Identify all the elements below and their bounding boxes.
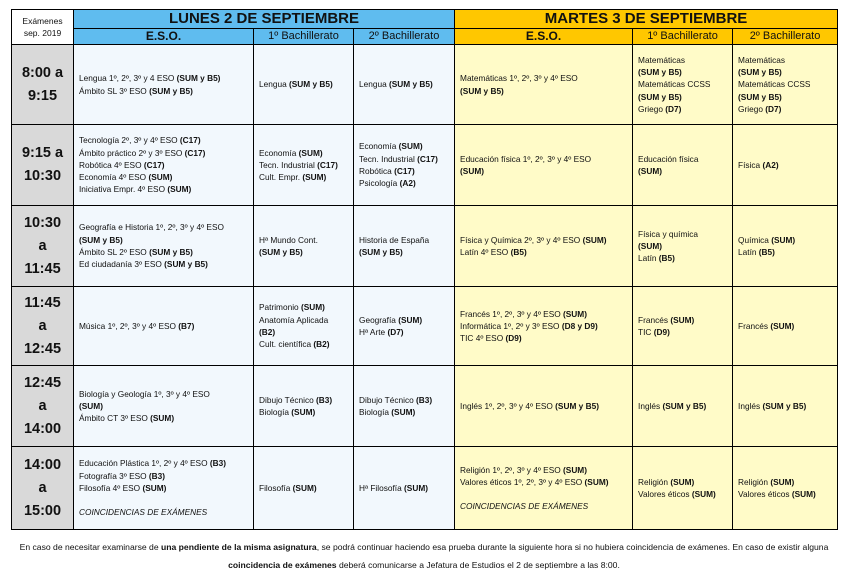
exam-subject-line [359, 394, 454, 406]
exam-subject-line [738, 400, 837, 412]
subject-name: Ed ciudadanía 3º ESO [79, 259, 165, 270]
time-slot-line: 11:45 [24, 294, 61, 311]
room-code: (A2) [399, 178, 416, 189]
time-slot-line: 9:15 a [21, 145, 64, 161]
exam-cell-mon-eso [74, 366, 254, 447]
exam-subject-line [79, 246, 253, 258]
time-slot-label [12, 287, 74, 366]
room-code: (A2) [762, 159, 779, 170]
time-slot-label [12, 125, 74, 206]
time-slot-line: 14:00 [23, 420, 62, 437]
room-code: (B2) [259, 327, 276, 337]
exam-cell-tue-eso [455, 45, 633, 125]
exam-subject-line [79, 482, 253, 494]
room-code: (SUM) [638, 166, 662, 176]
room-code: (B5) [658, 253, 675, 264]
room-code: (SUM) [398, 314, 423, 325]
time-slot-line: 15:00 [23, 502, 62, 519]
exam-subject-line [259, 301, 353, 313]
exam-cell-mon-b2 [354, 287, 455, 366]
exam-subject-line [259, 246, 353, 258]
room-code: (SUM y B5) [79, 234, 123, 245]
subject-name: Ámbito SL 2º ESO [79, 247, 150, 257]
exam-cell-mon-b1 [254, 287, 354, 366]
exam-subject-line [79, 258, 253, 270]
room-code: (SUM y B5) [359, 247, 403, 257]
time-slot-row [12, 287, 838, 366]
col-header-mon-b1: 1º Bachillerato [254, 29, 354, 45]
exam-subject-line [460, 234, 632, 246]
time-slot-row [12, 125, 838, 206]
exam-subject-line [259, 326, 353, 338]
exam-subject-line [79, 457, 253, 469]
subject-name: Hª Arte [359, 327, 388, 337]
exam-cell-mon-b1 [254, 125, 354, 206]
exam-cell-tue-b2 [733, 206, 838, 287]
subject-name: Tecnología 2º, 3º y 4º ESO [79, 135, 180, 146]
exam-cell-mon-b2 [354, 206, 455, 287]
exam-subject-line [738, 488, 837, 500]
exam-cell-tue-b1 [633, 287, 733, 366]
room-code: (D9) [505, 333, 522, 344]
day-header-tuesday: MARTES 3 DE SEPTIEMBRE [455, 10, 838, 29]
exam-subject-line [259, 482, 353, 494]
exam-subject-line [638, 488, 732, 500]
exam-subject-line: Matemáticas [738, 54, 786, 65]
exam-subject-line [359, 153, 454, 165]
room-code: (SUM) [391, 407, 416, 417]
exam-subject-line [638, 400, 732, 412]
exam-cell-mon-b2 [354, 447, 455, 530]
exam-subject-line [460, 165, 632, 177]
exam-subject-line: Anatomía Aplicada [259, 314, 329, 325]
subject-name: Religión [638, 476, 671, 487]
exam-subject-line [638, 476, 732, 488]
exam-subject-line [79, 234, 253, 246]
exam-subject-line [79, 183, 253, 195]
room-code: (SUM y B5) [662, 400, 707, 411]
room-code: (SUM) [291, 407, 316, 417]
room-code: (SUM) [691, 489, 716, 499]
room-code: (C17) [179, 135, 201, 146]
exam-subject-line [460, 85, 632, 97]
footer-text-1: En caso de necesitar examinarse de [19, 542, 162, 552]
exam-cell-tue-eso [455, 206, 633, 287]
exam-cell-mon-eso [74, 287, 254, 366]
exam-subject-line [738, 476, 837, 488]
exam-subject-line [259, 159, 353, 171]
col-header-tue-b2: 2º Bachillerato [733, 29, 838, 45]
exam-cell-tue-eso [455, 287, 633, 366]
subject-name: Tecn. Industrial [259, 159, 318, 170]
room-code: (SUM) [563, 308, 587, 319]
subject-name: Inglés [638, 400, 663, 411]
exam-cell-mon-eso [74, 45, 254, 125]
room-code: (SUM y B5) [164, 259, 208, 270]
exam-subject-line [460, 246, 632, 258]
subject-name: Latín [738, 247, 759, 257]
subject-name: Economía [359, 141, 399, 152]
room-code: (SUM y B5) [555, 400, 599, 411]
exam-subject-line [79, 412, 253, 424]
subject-name: Educación Plástica 1º, 2º y 4º ESO [79, 458, 210, 469]
exam-cell-mon-b1 [254, 366, 354, 447]
room-code: (SUM) [302, 172, 327, 183]
exam-subject-line [79, 72, 253, 84]
subject-name: Biología [359, 407, 392, 417]
exam-subject-line: Física y química [638, 228, 698, 239]
exam-subject-line [738, 103, 837, 115]
exam-cell-tue-b1 [633, 447, 733, 530]
subject-name: Religión 1º, 2º, 3º y 4º ESO [460, 464, 564, 475]
exam-subject-line [359, 177, 454, 189]
exam-cell-tue-b2 [733, 125, 838, 206]
room-code: (SUM y B5) [738, 91, 782, 102]
time-slot-line: 9:15 [27, 87, 58, 104]
subject-name: Robótica 4º ESO [79, 159, 144, 170]
room-code: (SUM y B5) [176, 73, 221, 84]
subject-name: TIC [638, 327, 654, 337]
room-code: (SUM y B5) [638, 91, 682, 102]
subject-name: Dibujo Técnico [359, 394, 417, 405]
exam-cell-tue-eso [455, 366, 633, 447]
time-slot-line: a [38, 237, 47, 254]
room-code: (SUM y B5) [259, 247, 303, 257]
exam-cell-tue-b1 [633, 366, 733, 447]
room-code: (C17) [417, 153, 438, 164]
subject-name: Hª Filosofía [359, 482, 405, 493]
exam-subject-line [460, 332, 632, 344]
exam-subject-line [359, 140, 454, 152]
time-slot-line: a [38, 317, 47, 334]
time-slot-row [12, 447, 838, 530]
subject-name: Química [738, 234, 772, 245]
subject-name: Valores éticos [638, 489, 692, 499]
exam-subject-line [460, 308, 632, 320]
time-slot-line: a [38, 479, 47, 496]
time-slot-label [12, 206, 74, 287]
exam-subject-line: Matemáticas 1º, 2º, 3º y 4º ESO [460, 73, 578, 84]
exam-cell-tue-b2 [733, 287, 838, 366]
subject-name: Francés [738, 320, 771, 331]
exam-subject-line [359, 482, 454, 494]
room-code: (SUM) [771, 234, 796, 245]
room-code: (C17) [143, 159, 165, 170]
exam-subject-line [259, 147, 353, 159]
footer-note [11, 538, 837, 574]
subject-name: Griego [638, 103, 666, 114]
subject-name: Tecn. Industrial [359, 153, 418, 164]
exam-subject-line [359, 326, 454, 338]
col-header-tue-b1: 1º Bachillerato [633, 29, 733, 45]
subject-name: Economía [259, 147, 299, 158]
exam-subject-line [638, 314, 732, 326]
room-code: (D7) [387, 327, 404, 337]
subject-name: Latín 4º ESO [460, 247, 511, 257]
footer-text-2: , se podrá continuar haciendo esa prueba durante la siguiente hora si no hubiera coincidencia de exámenes. En caso de existir alguna [316, 542, 829, 552]
room-code: (B7) [178, 320, 195, 331]
exam-cell-mon-b1 [254, 447, 354, 530]
subject-name: Informática 1º, 2º y 3º ESO [460, 320, 562, 331]
exam-cell-mon-b2 [354, 45, 455, 125]
subject-name: Psicología [359, 178, 400, 189]
exam-subject-line [259, 394, 353, 406]
room-code: (SUM) [148, 172, 173, 183]
subject-name: Lengua [259, 79, 289, 90]
room-code: (SUM) [584, 476, 609, 487]
exam-cell-mon-b2 [354, 366, 455, 447]
time-slot-line: 14:00 [23, 456, 62, 473]
room-code: (SUM y B5) [638, 67, 682, 78]
exam-subject-line [79, 470, 253, 482]
subject-name: Física [738, 159, 763, 170]
exam-subject-line [738, 159, 837, 171]
room-code: (C17) [394, 166, 415, 176]
exam-subject-line: Educación física 1º, 2º, 3º y 4º ESO [460, 153, 592, 164]
col-header-mon-b2: 2º Bachillerato [354, 29, 455, 45]
time-slot-row [12, 206, 838, 287]
exam-cell-tue-b1 [633, 45, 733, 125]
exam-subject-line [460, 464, 632, 476]
subject-name: Economía 4º ESO [79, 172, 149, 183]
exam-subject-line: Matemáticas CCSS [638, 79, 711, 90]
room-code: (D7) [665, 103, 682, 114]
subject-name: Cult. Empr. [259, 172, 303, 183]
exam-subject-line [638, 103, 732, 115]
subject-name: Valores éticos 1º, 2º, 3º y 4º ESO [460, 476, 585, 487]
exam-subject-line [460, 320, 632, 332]
exam-subject-line [359, 314, 454, 326]
exam-subject-line [359, 78, 454, 90]
exam-subject-line [79, 159, 253, 171]
exam-subject-line [359, 246, 454, 258]
exam-subject-line [259, 338, 353, 350]
subject-name: Ámbito práctico 2º y 3º ESO [79, 147, 185, 158]
corner-line-2: sep. 2019 [23, 28, 62, 38]
exam-subject-line [79, 85, 253, 97]
room-code: (SUM) [770, 320, 795, 331]
exam-cell-tue-b2 [733, 366, 838, 447]
exam-subject-line [259, 406, 353, 418]
exam-cell-tue-b1 [633, 125, 733, 206]
footer-bold-1: una pendiente de la misma asignatura [161, 542, 317, 552]
subject-name: Valores éticos [738, 489, 792, 499]
room-code: (SUM) [398, 141, 423, 152]
exam-subject-line [79, 320, 253, 332]
room-code: (SUM) [142, 483, 167, 493]
exam-cell-mon-eso [74, 206, 254, 287]
time-slot-label [12, 447, 74, 530]
exam-subject-line [460, 400, 632, 412]
room-code: (SUM y B5) [149, 85, 193, 96]
exam-subject-line [738, 91, 837, 103]
subject-name: Inglés [738, 400, 763, 411]
room-code: (SUM) [582, 234, 607, 245]
room-code: (D8 y D9) [561, 320, 598, 331]
exam-cell-mon-b1 [254, 45, 354, 125]
room-code: (SUM) [638, 240, 662, 251]
room-code: (SUM) [791, 489, 816, 499]
exam-subject-line [79, 400, 253, 412]
room-code: (SUM y B5) [149, 247, 193, 257]
exam-subject-line [460, 476, 632, 488]
exam-subject-line: Educación física [638, 153, 699, 164]
exam-subject-line: Hª Mundo Cont. [259, 234, 318, 245]
subject-name: TIC 4º ESO [460, 333, 506, 344]
exam-subject-line [638, 240, 732, 252]
room-code: (SUM) [150, 413, 175, 424]
room-code: (SUM y B5) [738, 67, 782, 78]
room-code: (SUM) [300, 302, 325, 313]
time-slot-line: 12:45 [23, 340, 62, 357]
room-code: (B3) [148, 470, 166, 481]
time-slot-line: 10:30 [23, 214, 62, 231]
exam-subject-line [359, 165, 454, 177]
exam-subject-line [79, 134, 253, 146]
subject-name: Religión [738, 476, 771, 487]
time-slot-label [12, 45, 74, 125]
room-code: (SUM) [670, 476, 695, 487]
subject-name: Ámbito SL 3º ESO [79, 85, 150, 96]
subject-name: Filosofía [259, 482, 293, 493]
subject-name: Latín [638, 253, 659, 264]
exam-subject-line: Biología y Geología 1º, 3º y 4º ESO [79, 388, 210, 399]
exam-schedule-table [11, 9, 838, 530]
col-header-tue-eso: E.S.O. [455, 29, 633, 45]
corner-line-1: Exámenes [22, 16, 63, 26]
subject-name: Francés [638, 314, 671, 325]
subject-name: Francés 1º, 2º, 3º y 4º ESO [460, 308, 563, 319]
exam-subject-line [638, 165, 732, 177]
room-code: (SUM) [670, 314, 695, 325]
time-slot-line: 12:45 [23, 374, 62, 391]
room-code: (SUM y B5) [289, 79, 333, 90]
subject-name: Cult. científica [259, 339, 314, 350]
exam-subject-line [738, 66, 837, 78]
room-code: (SUM y B5) [460, 85, 504, 96]
room-code: (D9) [653, 327, 670, 337]
exam-subject-line [359, 406, 454, 418]
exam-cell-tue-eso [455, 447, 633, 530]
exam-subject-line [738, 246, 837, 258]
exam-subject-line: Matemáticas [638, 54, 686, 65]
time-slot-line: 11:45 [24, 260, 61, 277]
time-slot-row [12, 45, 838, 125]
subject-name: Iniciativa Empr. 4º ESO [79, 184, 168, 195]
col-header-mon-eso: E.S.O. [74, 29, 254, 45]
subject-name: Ámbito CT 3º ESO [79, 413, 151, 424]
room-code: (SUM y B5) [389, 79, 433, 90]
subject-name: Dibujo Técnico [259, 394, 317, 405]
exam-subject-line [259, 171, 353, 183]
exam-subject-line [259, 78, 353, 90]
exam-subject-line [79, 171, 253, 183]
subject-name: Inglés 1º, 2º, 3º y 4º ESO [460, 400, 556, 411]
room-code: (B3) [416, 394, 433, 405]
exam-subject-line [638, 252, 732, 264]
footer-text-3: deberá comunicarse a Jefatura de Estudios el 2 de septiembre a las 8:00. [336, 560, 620, 570]
subject-name: Física y Química 2º, 3º y 4º ESO [460, 234, 583, 245]
exam-subject-line [738, 320, 837, 332]
exam-subject-line [638, 326, 732, 338]
exam-cell-mon-b2 [354, 125, 455, 206]
room-code: (C17) [184, 147, 206, 158]
time-slot-line: 10:30 [23, 168, 62, 184]
subject-name: Robótica [359, 166, 395, 176]
spacer [460, 488, 632, 500]
exam-cell-mon-eso [74, 447, 254, 530]
room-code: (B3) [316, 394, 333, 405]
exam-cell-tue-b2 [733, 45, 838, 125]
room-code: (SUM) [79, 400, 103, 411]
room-code: (C17) [317, 159, 338, 170]
room-code: (B2) [313, 339, 330, 350]
exam-subject-line [638, 66, 732, 78]
room-code: (B3) [209, 458, 226, 469]
subject-name: Biología [259, 407, 292, 417]
exam-conflict-note: COINCIDENCIAS DE EXÁMENES [79, 507, 208, 518]
subject-name: Música 1º, 2º, 3º y 4º ESO [79, 320, 179, 331]
footer-bold-2: coincidencia de exámenes [228, 560, 337, 570]
time-slot-line: a [38, 397, 47, 414]
room-code: (SUM) [563, 464, 587, 475]
exam-subject-line [638, 91, 732, 103]
room-code: (SUM) [292, 482, 317, 493]
subject-name: Filosofía 4º ESO [79, 483, 143, 493]
exam-conflict-note: COINCIDENCIAS DE EXÁMENES [460, 501, 589, 512]
subject-name: Lengua [359, 79, 389, 90]
exam-subject-line [79, 147, 253, 159]
subject-name: Patrimonio [259, 302, 301, 313]
corner-header [12, 10, 74, 45]
exam-subject-line: Historia de España [359, 234, 430, 245]
subject-name: Geografía [359, 314, 399, 325]
exam-subject-line: Geografía e Historia 1º, 2º, 3º y 4º ESO [79, 222, 224, 233]
subject-name: Fotografía 3º ESO [79, 470, 149, 481]
exam-cell-tue-b2 [733, 447, 838, 530]
subject-name: Griego [738, 103, 766, 114]
room-code: (B5) [758, 247, 775, 257]
room-code: (SUM) [298, 147, 323, 158]
time-slot-row [12, 366, 838, 447]
room-code: (D7) [765, 103, 782, 114]
exam-subject-line [738, 234, 837, 246]
room-code: (SUM) [770, 476, 795, 487]
exam-cell-mon-eso [74, 125, 254, 206]
room-code: (SUM) [404, 482, 428, 493]
subject-name: Lengua 1º, 2º, 3º y 4 ESO [79, 73, 177, 84]
room-code: (SUM y B5) [762, 400, 807, 411]
day-header-monday: LUNES 2 DE SEPTIEMBRE [74, 10, 455, 29]
exam-subject-line: Matemáticas CCSS [738, 79, 811, 90]
exam-cell-tue-b1 [633, 206, 733, 287]
room-code: (SUM) [167, 184, 192, 195]
time-slot-label [12, 366, 74, 447]
exam-cell-mon-b1 [254, 206, 354, 287]
exam-cell-tue-eso [455, 125, 633, 206]
room-code: (SUM) [460, 166, 484, 176]
room-code: (B5) [510, 247, 527, 257]
spacer [79, 494, 253, 506]
time-slot-line: 8:00 a [21, 64, 64, 81]
